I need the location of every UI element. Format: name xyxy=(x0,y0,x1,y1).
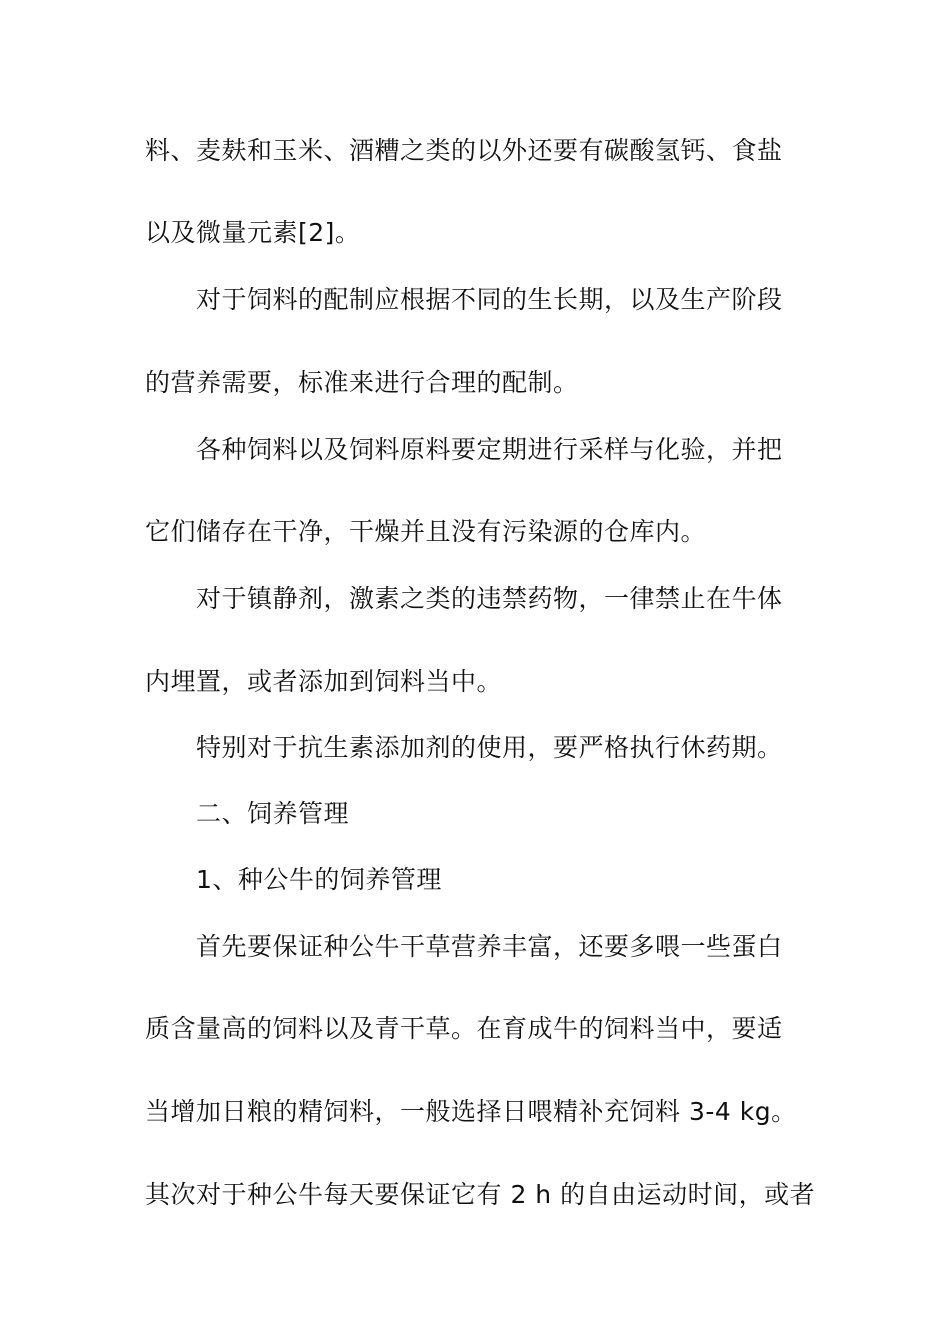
text-line: 内埋置，或者添加到饲料当中。 xyxy=(145,667,503,696)
text-line: 当增加日粮的精饲料，一般选择日喂精补充饲料 3-4 kg。 xyxy=(145,1097,797,1126)
text-line: 质含量高的饲料以及青干草。在育成牛的饲料当中，要适 xyxy=(145,1014,783,1043)
text-line: 以及微量元素[2]。 xyxy=(145,218,361,247)
paragraph-start-line: 各种饲料以及饲料原料要定期进行采样与化验，并把 xyxy=(196,435,783,464)
paragraph-line: 特别对于抗生素添加剂的使用，要严格执行休药期。 xyxy=(196,733,783,762)
text-line: 其次对于种公牛每天要保证它有 2 h 的自由运动时间，或者 xyxy=(145,1180,816,1209)
paragraph-start-line: 对于镇静剂，激素之类的违禁药物，一律禁止在牛体 xyxy=(196,584,783,613)
paragraph-start-line: 首先要保证种公牛干草营养丰富，还要多喂一些蛋白 xyxy=(196,932,783,961)
subsection-heading: 1、种公牛的饲养管理 xyxy=(196,865,442,894)
section-heading: 二、饲养管理 xyxy=(196,799,350,828)
text-line: 的营养需要，标准来进行合理的配制。 xyxy=(145,368,579,397)
paragraph-start-line: 对于饲料的配制应根据不同的生长期，以及生产阶段 xyxy=(196,285,783,314)
text-line: 料、麦麸和玉米、酒糟之类的以外还要有碳酸氢钙、食盐 xyxy=(145,136,783,165)
text-line: 它们储存在干净，干燥并且没有污染源的仓库内。 xyxy=(145,517,707,546)
